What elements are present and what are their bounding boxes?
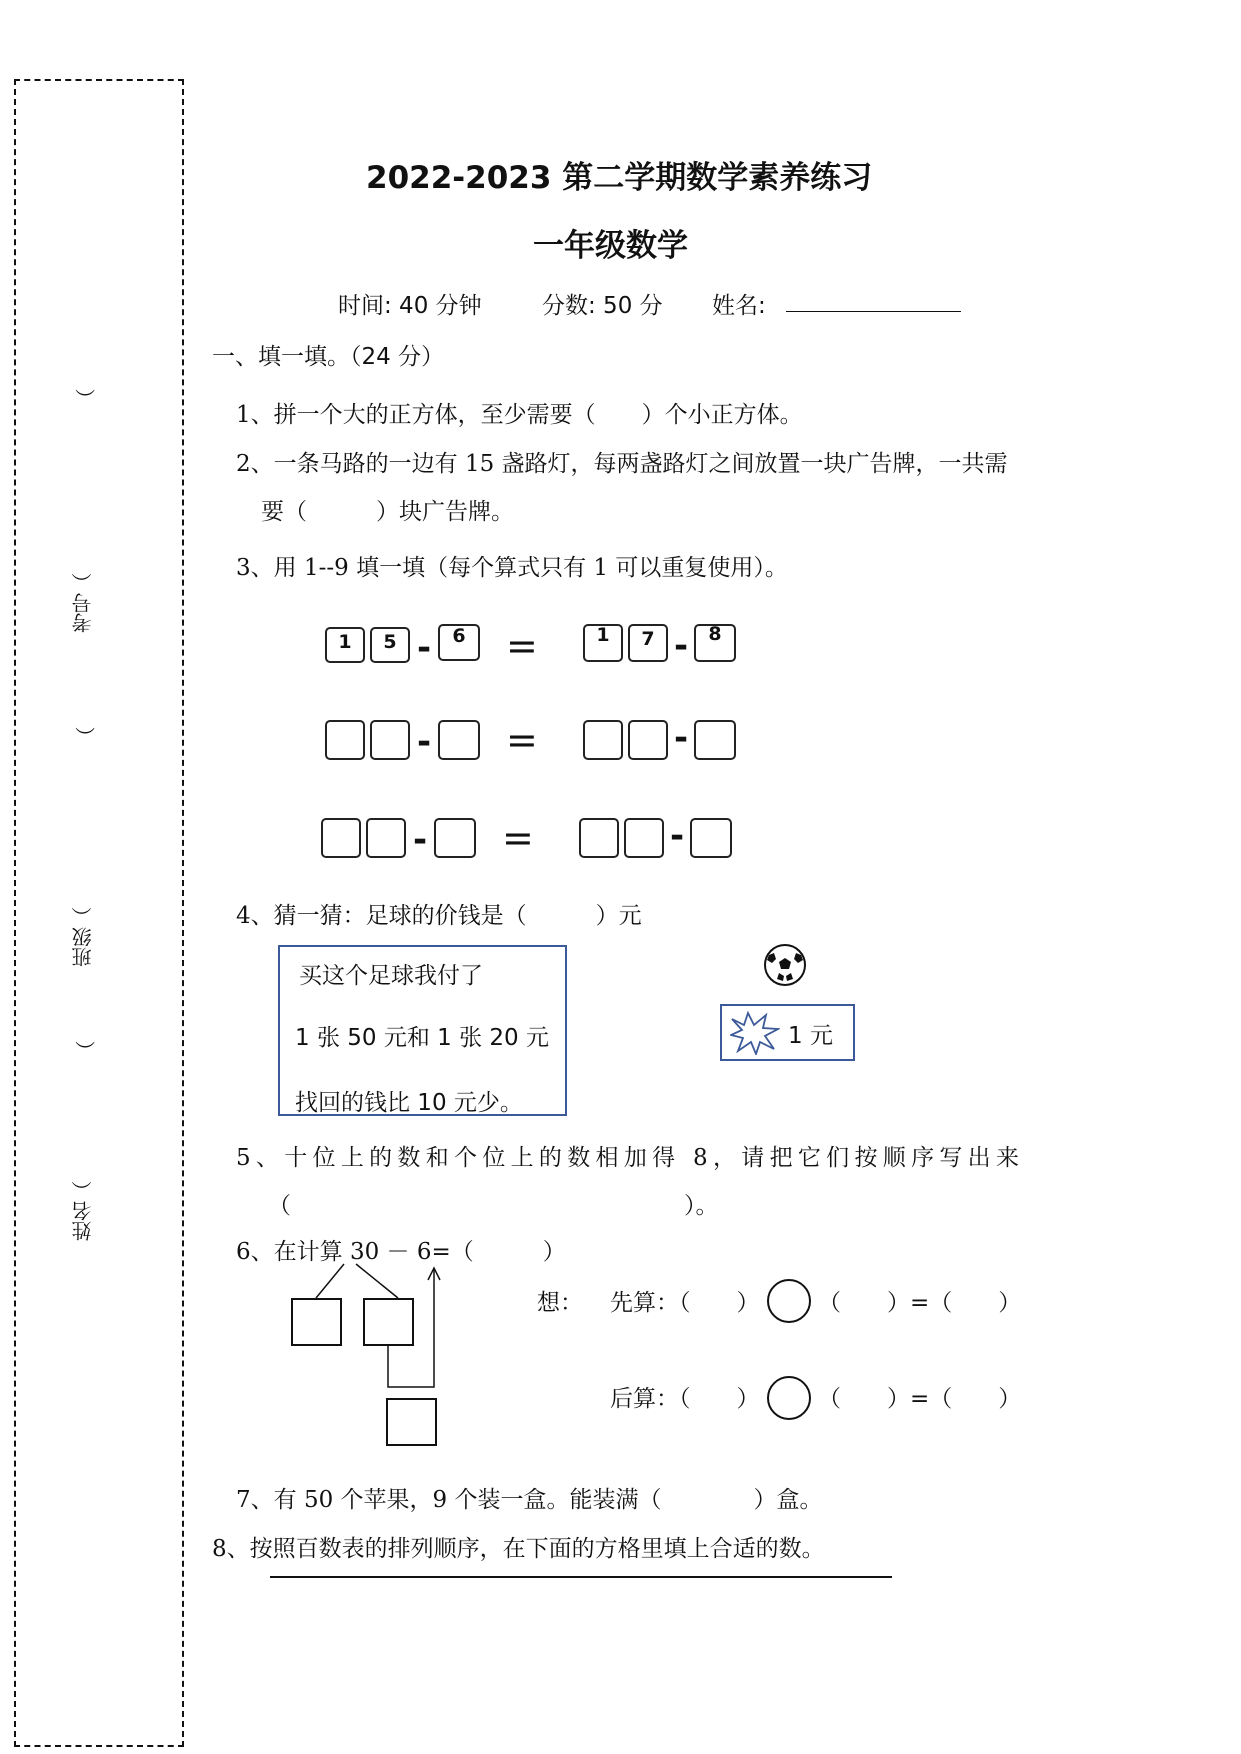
q3-answer-box[interactable] <box>325 720 365 760</box>
q3-minus: - <box>674 626 689 666</box>
q4-price: 1 元 <box>788 1023 833 1049</box>
strip-paren-2: ） <box>72 726 97 747</box>
q3-box: 1 <box>325 627 365 663</box>
q3-answer-box[interactable] <box>579 818 619 858</box>
strip-paren-3: ） <box>72 1040 97 1061</box>
name-blank-line[interactable] <box>786 311 961 312</box>
q3-minus: - <box>674 718 689 758</box>
q6-split-box[interactable] <box>363 1298 414 1346</box>
q4-hint-line: 买这个足球我付了 <box>299 963 483 989</box>
q3-answer-box[interactable] <box>628 720 668 760</box>
q4-hint-line: 找回的钱比 10 元少。 <box>295 1090 523 1116</box>
q3-answer-box[interactable] <box>434 818 476 858</box>
q6-think: 想： <box>537 1290 583 1316</box>
q3-answer-box[interactable] <box>370 720 410 760</box>
q6-first: 先算：（ ） <box>610 1290 760 1316</box>
q3-answer-box[interactable] <box>694 720 736 760</box>
q6: 6、在计算 30 － 6=（ ） <box>236 1239 566 1265</box>
section1-heading: 一、填一填。（24 分） <box>212 344 445 370</box>
q5-close: ）。 <box>684 1193 719 1219</box>
q3-answer-box[interactable] <box>583 720 623 760</box>
q6-then: 后算：（ ） <box>610 1386 760 1412</box>
soccer-ball-icon <box>763 943 807 987</box>
q6-operator-circle[interactable] <box>767 1279 811 1323</box>
info-time: 时间: 40 分钟 <box>338 293 482 319</box>
q1: 1、拼一个大的正方体，至少需要（ ）个小正方体。 <box>236 402 803 428</box>
q3-equals: = <box>506 718 538 762</box>
q4-hint-box <box>278 945 567 1116</box>
q5-open: （ <box>268 1193 291 1219</box>
q4: 4、猜一猜：足球的价钱是（ ）元 <box>236 903 642 929</box>
q2-line2: 要（ ）块广告牌。 <box>261 499 514 525</box>
q8: 8、按照百数表的排列顺序，在下面的方格里填上合适的数。 <box>212 1536 825 1562</box>
q3-answer-box[interactable] <box>690 818 732 858</box>
binding-strip <box>14 79 184 1747</box>
q3-answer-box[interactable] <box>438 720 480 760</box>
strip-paren-1: ） <box>72 388 97 409</box>
q8-grid-top-line <box>270 1576 892 1578</box>
q3-answer-box[interactable] <box>366 818 406 858</box>
q3-answer-box[interactable] <box>321 818 361 858</box>
q3-answer-box[interactable] <box>624 818 664 858</box>
q5-line1: 5、十位上的数和个位上的数相加得 8，请把它们按顺序写出来 <box>236 1145 1025 1171</box>
q3: 3、用 1--9 填一填（每个算式只有 1 可以重复使用）。 <box>236 555 788 581</box>
q6-then-rest: （ ）=（ ） <box>818 1386 1022 1412</box>
info-name-label: 姓名: <box>712 293 766 319</box>
q4-hint-line: 1 张 50 元和 1 张 20 元 <box>295 1025 549 1051</box>
q3-box: 8 <box>694 624 736 662</box>
q4-price-tag <box>720 1004 855 1061</box>
q3-box: 1 <box>583 624 623 662</box>
strip-class: 班级（ <box>71 907 95 967</box>
q3-box: 5 <box>370 627 410 663</box>
q3-equals: = <box>506 624 538 668</box>
q2-line1: 2、一条马路的一边有 15 盏路灯，每两盏路灯之间放置一块广告牌，一共需 <box>236 451 1008 477</box>
q3-equals: = <box>502 816 534 860</box>
q3-minus: - <box>417 628 432 668</box>
strip-exam-no: 考号（ <box>71 573 95 633</box>
q3-minus: - <box>417 722 432 762</box>
info-score: 分数: 50 分 <box>542 293 663 319</box>
page-subtitle: 一年级数学 <box>533 228 688 264</box>
page-title: 2022-2023 第二学期数学素养练习 <box>366 160 873 196</box>
q6-split-box[interactable] <box>291 1298 342 1346</box>
q3-box: 7 <box>628 624 668 662</box>
burst-icon <box>730 1011 780 1055</box>
q6-result-box[interactable] <box>386 1398 437 1446</box>
q6-first-rest: （ ）=（ ） <box>818 1290 1022 1316</box>
q7: 7、有 50 个苹果，9 个装一盒。能装满（ ）盒。 <box>236 1487 823 1513</box>
q3-box: 6 <box>438 624 480 661</box>
strip-name: 姓名（ <box>71 1181 95 1241</box>
q3-minus: - <box>670 816 685 856</box>
q3-minus: - <box>413 820 428 860</box>
q6-operator-circle[interactable] <box>767 1376 811 1420</box>
